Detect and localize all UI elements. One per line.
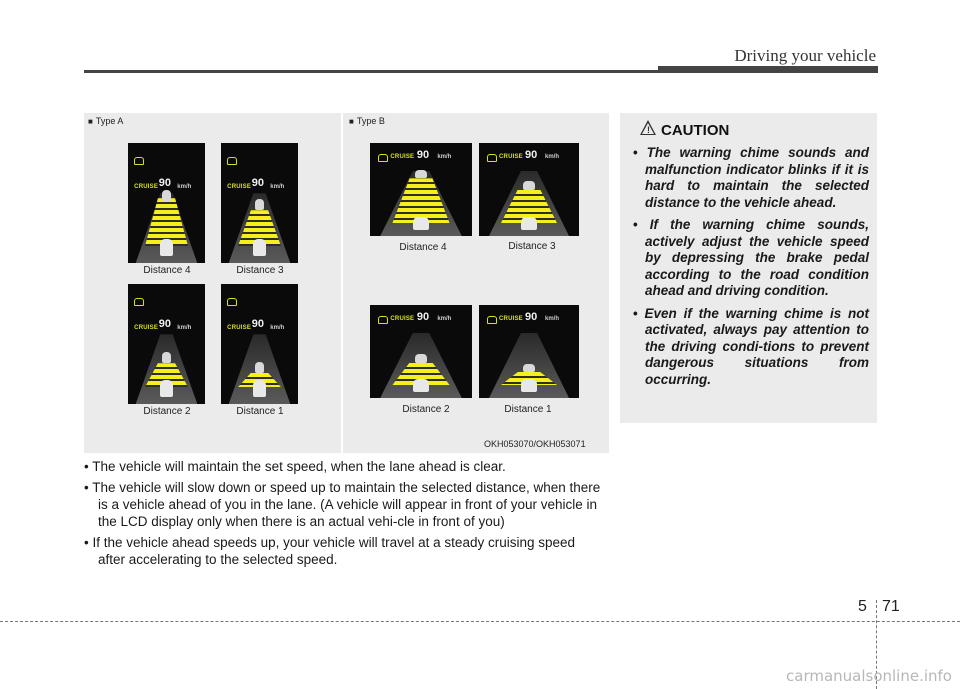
cruise-label: CRUISE: [227, 324, 252, 331]
speed-unit: km/h: [437, 316, 452, 323]
own-car-icon: [160, 380, 172, 397]
lcd-display: [370, 305, 472, 398]
speed-value: 90: [251, 317, 265, 330]
own-car-icon: [413, 379, 429, 392]
type-a-label: ■ Type A: [88, 116, 124, 126]
chapter-number: 5: [858, 598, 867, 615]
car-icon: [134, 298, 144, 306]
body-item: • If the vehicle ahead speeds up, your vehicle will travel at a steady cruising speed after accelerating to the selected speed.: [84, 534, 604, 568]
cruise-label: CRUISE: [499, 154, 523, 161]
car-icon: [134, 157, 144, 165]
lcd-display: [221, 143, 298, 263]
speed-value: 90: [158, 317, 172, 330]
lcd-display: [479, 305, 579, 398]
panel-divider: [341, 113, 343, 453]
header-rule-accent: [658, 66, 878, 72]
car-ahead-icon: [162, 352, 171, 363]
cruise-label: CRUISE: [390, 154, 415, 161]
car-ahead-icon: [255, 362, 264, 373]
caution-item: • The warning chime sounds and malfunction indicator blinks if it is hard to maintain the selected distance to the vehicle ahead.: [633, 145, 869, 211]
speed-unit: km/h: [177, 183, 192, 190]
car-ahead-icon: [523, 181, 535, 189]
own-car-icon: [253, 239, 265, 256]
lcd-display: [221, 284, 298, 404]
speed-unit: km/h: [545, 154, 560, 161]
distance-label: Distance 1: [236, 406, 284, 417]
distance-label: Distance 2: [143, 406, 191, 417]
distance-label: Distance 4: [399, 242, 447, 253]
cruise-label: CRUISE: [227, 183, 252, 190]
speed-value: 90: [416, 148, 430, 161]
car-ahead-icon: [415, 170, 427, 178]
figure-code: OKH053070/OKH053071: [484, 439, 586, 449]
cruise-label: CRUISE: [390, 316, 415, 323]
speed-value: 90: [416, 310, 430, 323]
speed-unit: km/h: [270, 183, 285, 190]
caution-item: • Even if the warning chime is not activated, always pay attention to the driving condi-tions to prevent dangerous situations from occurring.: [633, 306, 869, 389]
own-car-icon: [521, 217, 537, 230]
car-ahead-icon: [162, 190, 171, 201]
speed-value: 90: [158, 176, 172, 189]
body-item: • The vehicle will maintain the set speed, when the lane ahead is clear.: [84, 458, 604, 475]
distance-label: Distance 3: [508, 241, 556, 252]
own-car-icon: [160, 239, 172, 256]
speed-unit: km/h: [437, 154, 452, 161]
cruise-label: CRUISE: [499, 316, 523, 323]
car-ahead-icon: [523, 364, 535, 372]
car-icon: [378, 316, 388, 324]
speed-unit: km/h: [545, 316, 560, 323]
watermark: carmanualsonline.info: [786, 667, 952, 685]
car-ahead-icon: [415, 354, 427, 362]
caution-list: [633, 145, 869, 394]
distance-label: Distance 3: [236, 265, 284, 276]
speed-value: 90: [525, 148, 538, 161]
lcd-display: [128, 143, 205, 263]
car-icon: [487, 316, 497, 324]
type-b-label: ■ Type B: [349, 116, 385, 126]
distance-label: Distance 4: [143, 265, 191, 276]
own-car-icon: [521, 379, 537, 392]
speed-unit: km/h: [270, 324, 285, 331]
speed-value: 90: [525, 310, 538, 323]
car-icon: [378, 154, 388, 162]
lcd-display: [370, 143, 472, 236]
car-ahead-icon: [255, 199, 264, 210]
car-icon: [227, 157, 237, 165]
distance-label: Distance 2: [402, 404, 450, 415]
own-car-icon: [253, 380, 265, 397]
own-car-icon: [413, 217, 429, 230]
lcd-display: [128, 284, 205, 404]
body-item: • The vehicle will slow down or speed up to maintain the selected distance, when there is a vehicle ahead of you in the lane. (A vehicle will appear in front of your vehicle in the LCD display only when there is an actual vehi-cle in front of you): [84, 479, 604, 530]
cruise-label: CRUISE: [134, 183, 159, 190]
body-list: [84, 458, 604, 572]
cruise-label: CRUISE: [134, 324, 159, 331]
footer-rule: [0, 621, 960, 622]
speed-value: 90: [251, 176, 265, 189]
lcd-display: [479, 143, 579, 236]
speed-unit: km/h: [177, 324, 192, 331]
distance-bars: [392, 178, 449, 223]
car-icon: [487, 154, 497, 162]
distance-label: Distance 1: [504, 404, 552, 415]
car-icon: [227, 298, 237, 306]
page-number: 71: [882, 598, 900, 615]
caution-item: • If the warning chime sounds, actively adjust the vehicle speed by depressing the brake pedal according to the road condition ahead and driving condition.: [633, 217, 869, 300]
warning-exclamation-icon: !: [647, 125, 650, 135]
caution-title: CAUTION: [661, 122, 730, 139]
header-title: Driving your vehicle: [734, 46, 876, 65]
